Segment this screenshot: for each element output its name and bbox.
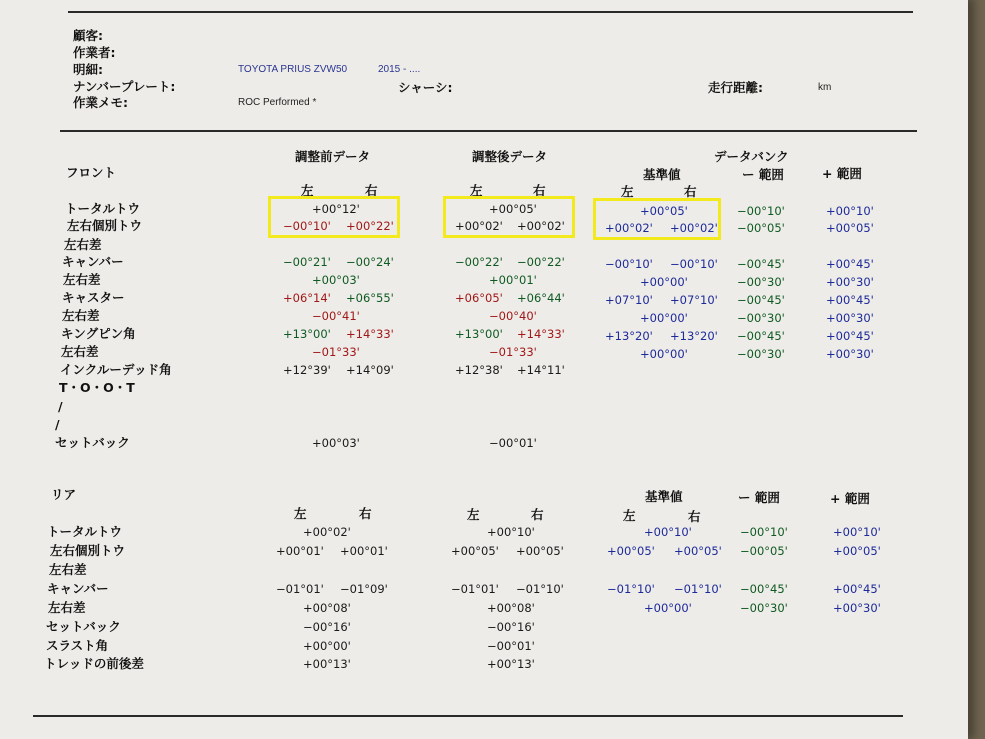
before-l-value: +00°01' <box>276 544 324 558</box>
rear-after-left: 左 <box>467 507 480 522</box>
row-label: 左右差 <box>64 237 102 252</box>
row-label: キャスター <box>62 290 125 305</box>
rear-before-right: 右 <box>359 506 372 521</box>
after-l-value: +06°05' <box>455 291 503 305</box>
after-c-value: +00°08' <box>487 601 535 615</box>
row-label: セットバック <box>46 619 121 634</box>
minus-value: −00°45' <box>737 257 785 271</box>
before-r-value: +06°55' <box>346 291 394 305</box>
minus-value: −00°30' <box>740 601 788 615</box>
after-r-value: +00°02' <box>517 219 565 233</box>
row-label: トータルトウ <box>47 524 123 539</box>
before-l-value: −00°10' <box>283 219 331 233</box>
customer-label: 顧客: <box>73 28 103 43</box>
bottom-rule <box>33 715 903 717</box>
before-toe-highlight <box>268 196 400 238</box>
std-l-value: −01°10' <box>607 582 655 596</box>
before-r-value: +14°09' <box>346 363 394 377</box>
rear-standard-header: 基準値 <box>645 489 683 504</box>
minus-value: −00°45' <box>740 582 788 596</box>
row-label: 左右差 <box>49 562 87 577</box>
after-toe-highlight <box>443 196 575 238</box>
before-c-value: +00°12' <box>312 202 360 216</box>
minus-value: −00°30' <box>737 311 785 325</box>
memo-label: 作業メモ: <box>73 95 128 110</box>
front-before-left: 左 <box>301 183 314 198</box>
before-r-value: +14°33' <box>346 327 394 341</box>
after-c-value: +00°05' <box>489 202 537 216</box>
after-l-value: −01°01' <box>451 582 499 596</box>
after-c-value: −00°40' <box>489 309 537 323</box>
front-plus-range-header: + 範囲 <box>822 166 862 181</box>
plus-value: +00°10' <box>826 204 874 218</box>
front-before-right: 右 <box>365 183 378 198</box>
plus-value: +00°30' <box>826 311 874 325</box>
front-std-right: 右 <box>684 184 697 199</box>
before-c-value: +00°00' <box>303 639 351 653</box>
std-toe-highlight <box>593 198 721 240</box>
before-c-value: +00°08' <box>303 601 351 615</box>
minus-value: −00°05' <box>740 544 788 558</box>
row-label: 左右差 <box>62 308 100 323</box>
before-l-value: +13°00' <box>283 327 331 341</box>
mileage-unit: km <box>818 82 832 93</box>
std-r-value: −00°10' <box>670 257 718 271</box>
before-data-header: 調整前データ <box>295 149 371 164</box>
rear-std-left: 左 <box>623 508 636 523</box>
rear-before-left: 左 <box>294 506 307 521</box>
std-c-value: +00°00' <box>640 311 688 325</box>
std-l-value: −00°10' <box>605 257 653 271</box>
row-label: トレッドの前後差 <box>44 656 144 671</box>
std-l-value: +07°10' <box>605 293 653 307</box>
row-label: 左右差 <box>48 600 86 615</box>
minus-value: −00°10' <box>740 525 788 539</box>
after-r-value: +14°33' <box>517 327 565 341</box>
row-label: / <box>55 417 60 432</box>
before-r-value: −00°24' <box>346 255 394 269</box>
memo-value: ROC Performed * <box>238 97 317 108</box>
rear-after-right: 右 <box>531 507 544 522</box>
after-c-value: +00°10' <box>487 525 535 539</box>
rear-section-title: リア <box>51 487 77 502</box>
plus-value: +00°45' <box>826 257 874 271</box>
after-l-value: +00°02' <box>455 219 503 233</box>
std-c-value: +00°10' <box>644 525 692 539</box>
std-c-value: +00°00' <box>644 601 692 615</box>
front-section-title: フロント <box>66 165 117 180</box>
after-l-value: −00°22' <box>455 255 503 269</box>
after-r-value: +00°05' <box>516 544 564 558</box>
front-standard-header: 基準値 <box>643 167 681 182</box>
minus-value: −00°30' <box>737 275 785 289</box>
mileage-label: 走行距離: <box>708 80 763 95</box>
detail-label: 明細: <box>73 62 103 77</box>
before-r-value: +00°01' <box>340 544 388 558</box>
plus-value: +00°45' <box>833 582 881 596</box>
after-c-value: +00°01' <box>489 273 537 287</box>
plus-value: +00°45' <box>826 293 874 307</box>
plus-value: +00°30' <box>826 347 874 361</box>
row-label: 左右差 <box>63 272 101 287</box>
before-c-value: −00°16' <box>303 620 351 634</box>
std-r-value: +00°02' <box>670 221 718 235</box>
row-label: キングピン角 <box>61 326 136 341</box>
rear-std-right: 右 <box>688 509 701 524</box>
top-rule <box>68 11 913 13</box>
chassis-label: シャーシ: <box>398 80 453 95</box>
after-l-value: +12°38' <box>455 363 503 377</box>
databank-header: データバンク <box>714 149 789 164</box>
after-c-value: +00°13' <box>487 657 535 671</box>
front-minus-range-header: ー 範囲 <box>742 167 784 182</box>
std-r-value: +13°20' <box>670 329 718 343</box>
row-label: 左右個別トウ <box>50 543 126 558</box>
after-data-header: 調整後データ <box>472 149 548 164</box>
before-c-value: +00°03' <box>312 273 360 287</box>
after-l-value: +13°00' <box>455 327 503 341</box>
before-c-value: +00°03' <box>312 436 360 450</box>
std-l-value: +00°02' <box>605 221 653 235</box>
std-c-value: +00°00' <box>640 347 688 361</box>
row-label: セットバック <box>55 435 130 450</box>
row-label: キャンバー <box>62 254 124 269</box>
plate-label: ナンバープレート: <box>73 79 176 94</box>
after-c-value: −00°16' <box>487 620 535 634</box>
before-c-value: +00°13' <box>303 657 351 671</box>
before-c-value: −01°33' <box>312 345 360 359</box>
before-l-value: +12°39' <box>283 363 331 377</box>
before-c-value: −00°41' <box>312 309 360 323</box>
row-label: キャンバー <box>47 581 109 596</box>
vehicle-model: TOYOTA PRIUS ZVW50 <box>238 64 348 75</box>
before-r-value: +00°22' <box>346 219 394 233</box>
before-l-value: +06°14' <box>283 291 331 305</box>
minus-value: −00°30' <box>737 347 785 361</box>
front-after-left: 左 <box>470 183 483 198</box>
after-c-value: −01°33' <box>489 345 537 359</box>
minus-value: −00°45' <box>737 329 785 343</box>
after-r-value: +06°44' <box>517 291 565 305</box>
row-label: 左右個別トウ <box>67 218 143 233</box>
after-r-value: −00°22' <box>517 255 565 269</box>
row-label: インクルーデッド角 <box>60 362 172 377</box>
operator-label: 作業者: <box>73 45 116 60</box>
front-std-left: 左 <box>621 184 634 199</box>
row-label: T・O・O・T <box>59 380 135 395</box>
after-l-value: +00°05' <box>451 544 499 558</box>
rear-minus-range-header: ー 範囲 <box>738 490 780 505</box>
before-l-value: −01°01' <box>276 582 324 596</box>
front-after-right: 右 <box>533 183 546 198</box>
std-c-value: +00°05' <box>640 204 688 218</box>
std-r-value: +07°10' <box>670 293 718 307</box>
plus-value: +00°45' <box>826 329 874 343</box>
std-r-value: +00°05' <box>674 544 722 558</box>
row-label: / <box>58 399 63 414</box>
minus-value: −00°45' <box>737 293 785 307</box>
plus-value: +00°05' <box>826 221 874 235</box>
minus-value: −00°10' <box>737 204 785 218</box>
std-c-value: +00°00' <box>640 275 688 289</box>
after-r-value: +14°11' <box>517 363 565 377</box>
row-label: 左右差 <box>61 344 99 359</box>
std-r-value: −01°10' <box>674 582 722 596</box>
rear-plus-range-header: + 範囲 <box>830 491 870 506</box>
before-c-value: +00°02' <box>303 525 351 539</box>
row-label: スラスト角 <box>46 638 109 653</box>
after-c-value: −00°01' <box>489 436 537 450</box>
std-l-value: +13°20' <box>605 329 653 343</box>
after-r-value: −01°10' <box>516 582 564 596</box>
std-l-value: +00°05' <box>607 544 655 558</box>
plus-value: +00°10' <box>833 525 881 539</box>
before-l-value: −00°21' <box>283 255 331 269</box>
plus-value: +00°05' <box>833 544 881 558</box>
plus-value: +00°30' <box>833 601 881 615</box>
before-r-value: −01°09' <box>340 582 388 596</box>
section-rule <box>60 130 917 132</box>
vehicle-year: 2015 - .... <box>378 64 421 75</box>
minus-value: −00°05' <box>737 221 785 235</box>
row-label: トータルトウ <box>65 201 141 216</box>
plus-value: +00°30' <box>826 275 874 289</box>
after-c-value: −00°01' <box>487 639 535 653</box>
